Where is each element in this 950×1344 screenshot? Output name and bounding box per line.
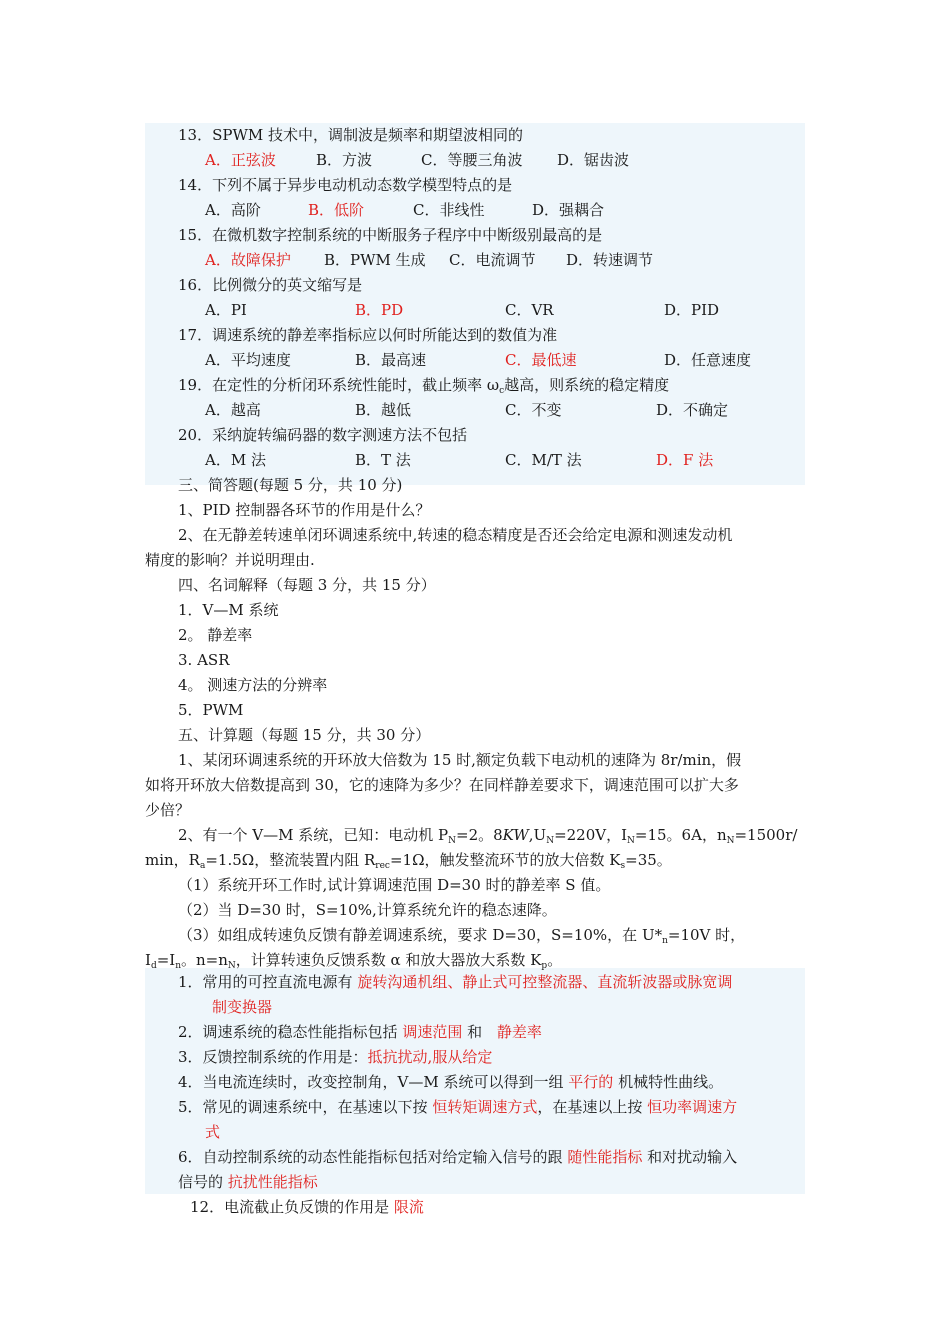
fill-5-answer-1: 恒转矩调速方式 <box>432 1098 538 1116</box>
fill-1-line1: 1．常用的可控直流电源有 旋转沟通机组、静止式可控整流器、直流斩波器或脉宽调 <box>178 973 733 991</box>
calc-2-part1: （1）系统开环工作时,试计算调速范围 D=30 时的静差率 S 值。 <box>178 876 611 894</box>
calc-1-line2: 如将开环放大倍数提高到 30，它的速降为多少？在同样静差要求下，调速范围可以扩大多 <box>145 776 739 794</box>
fill-4: 4．当电流连续时，改变控制角，V—M 系统可以得到一组 平行的 机械特性曲线。 <box>178 1073 724 1091</box>
q16-option-c: C．VR <box>505 301 554 319</box>
term-3: 3. ASR <box>178 651 230 669</box>
q20-stem: 20．采纳旋转编码器的数字测速方法不包括 <box>178 426 468 444</box>
fill-12: 12．电流截止负反馈的作用是 限流 <box>190 1198 424 1216</box>
q19-option-d: D．不确定 <box>656 401 729 419</box>
q14-option-b: B．低阶 <box>308 201 365 219</box>
term-4: 4。 测速方法的分辨率 <box>178 676 328 694</box>
q14-option-c: C．非线性 <box>413 201 485 219</box>
q19-stem: 19．在定性的分析闭环系统性能时，截止频率 $\omega_c$越高，则系统的稳定精度 <box>178 376 670 396</box>
q13-stem: 13．SPWM 技术中，调制波是频率和期望波相同的 <box>178 126 524 144</box>
fill-1-line2: 制变换器 <box>212 998 273 1016</box>
fill-2-answer-2: 静差率 <box>496 1023 542 1041</box>
q17-option-c: C．最低速 <box>505 351 577 369</box>
short-answer-2-line2: 精度的影响？并说明理由. <box>145 551 315 569</box>
term-2: 2。 静差率 <box>178 626 253 644</box>
q13-option-d: D．锯齿波 <box>557 151 630 169</box>
q13-option-c: C．等腰三角波 <box>421 151 523 169</box>
fill-6-line1: 6．自动控制系统的动态性能指标包括对给定输入信号的跟 随性能指标 和对扰动输入 <box>178 1148 738 1166</box>
q14-stem: 14．下列不属于异步电动机动态数学模型特点的是 <box>178 176 513 194</box>
q13-option-a: A．正弦波 <box>205 151 276 169</box>
fill-5-line1: 5．常见的调速系统中，在基速以下按 恒转矩调速方式，在基速以上按 恒功率调速方 <box>178 1098 738 1116</box>
q19-option-b: B．越低 <box>355 401 412 419</box>
q19-option-c: C．不变 <box>505 401 562 419</box>
calc-1-line3: 少倍？ <box>145 801 191 819</box>
q20-option-a: A．M 法 <box>205 451 266 469</box>
q17-stem: 17．调速系统的静差率指标应以何时所能达到的数值为准 <box>178 326 558 344</box>
q15-stem: 15．在微机数字控制系统的中断服务子程序中中断级别最高的是 <box>178 226 603 244</box>
q19-option-a: A．越高 <box>205 401 261 419</box>
fill-2-answer-1: 调速范围 <box>402 1023 463 1041</box>
calc-2-part3-line2: $I_d=I_n$。$n=n_N$，计算转速负反馈系数 α 和放大器放大系数 $K_p$。 <box>145 951 563 971</box>
q16-option-b: B．PD <box>355 301 404 319</box>
term-1: 1．V—M 系统 <box>178 601 279 619</box>
fill-1-answer: 旋转沟通机组、静止式可控整流器、直流斩波器或脉宽调 <box>357 973 733 991</box>
q15-option-c: C．电流调节 <box>449 251 536 269</box>
short-answer-2-line1: 2、在无静差转速单闭环调速系统中,转速的稳态精度是否还会给定电源和测速发动机 <box>178 526 733 544</box>
fill-3-answer: 抵抗扰动,服从给定 <box>367 1048 493 1066</box>
fill-5-answer-2: 恒功率调速方 <box>647 1098 738 1116</box>
fill-3: 3．反馈控制系统的作用是：抵抗扰动,服从给定 <box>178 1048 493 1066</box>
calc-2-line1: 2、有一个 V—M 系统，已知：电动机 $P_N=2$。$8KW,U_N=220V$，$I_N=15$。6A，$n_N=1500r/$ <box>178 826 798 846</box>
fill-6-line2: 信号的 抗扰性能指标 <box>178 1173 318 1191</box>
calc-2-line2: min，$R_a=1.5\Omega$，整流装置内阻 $R_{rec}=1\Omega$，触发整流环节的放大倍数 $K_s=35$。 <box>145 851 672 871</box>
q17-option-b: B．最高速 <box>355 351 427 369</box>
q16-option-a: A．PI <box>205 301 247 319</box>
q14-option-d: D．强耦合 <box>532 201 605 219</box>
q17-option-d: D．任意速度 <box>664 351 752 369</box>
section3-title: 三、简答题(每题 5 分，共 10 分) <box>178 476 403 494</box>
short-answer-1: 1、PID 控制器各环节的作用是什么？ <box>178 501 431 519</box>
calc-2-part2: （2）当 D=30 时，S=10%,计算系统允许的稳态速降。 <box>178 901 557 919</box>
fill-6-answer-1: 随性能指标 <box>567 1148 643 1166</box>
q15-option-d: D．转速调节 <box>566 251 654 269</box>
calc-1-line1: 1、某闭环调速系统的开环放大倍数为 15 时,额定负载下电动机的速降为 8r/min，假 <box>178 751 742 769</box>
q17-option-a: A．平均速度 <box>205 351 291 369</box>
q15-option-b: B．PWM 生成 <box>324 251 426 269</box>
q15-option-a: A．故障保护 <box>205 251 291 269</box>
fill-4-answer: 平行的 <box>568 1073 614 1091</box>
term-5: 5．PWM <box>178 701 244 719</box>
fill-12-answer: 限流 <box>393 1198 424 1216</box>
section5-title: 五、计算题（每题 15 分，共 30 分） <box>178 726 431 744</box>
q20-option-c: C．M/T 法 <box>505 451 582 469</box>
section4-title: 四、名词解释（每题 3 分，共 15 分） <box>178 576 436 594</box>
fill-6-answer-2: 抗扰性能指标 <box>227 1173 318 1191</box>
q14-option-a: A．高阶 <box>205 201 261 219</box>
q16-option-d: D．PID <box>664 301 720 319</box>
q13-option-b: B．方波 <box>316 151 373 169</box>
q16-stem: 16．比例微分的英文缩写是 <box>178 276 363 294</box>
fill-5-line2: 式 <box>205 1123 221 1141</box>
fill-2: 2．调速系统的稳态性能指标包括 调速范围 和 静差率 <box>178 1023 542 1041</box>
calc-2-part3-line1: （3）如组成转速负反馈有静差调速系统，要求 D=30，S=10%，在 $U*_n=10V$ 时， <box>178 926 746 946</box>
q20-option-d: D．F 法 <box>656 451 714 469</box>
q20-option-b: B．T 法 <box>355 451 411 469</box>
